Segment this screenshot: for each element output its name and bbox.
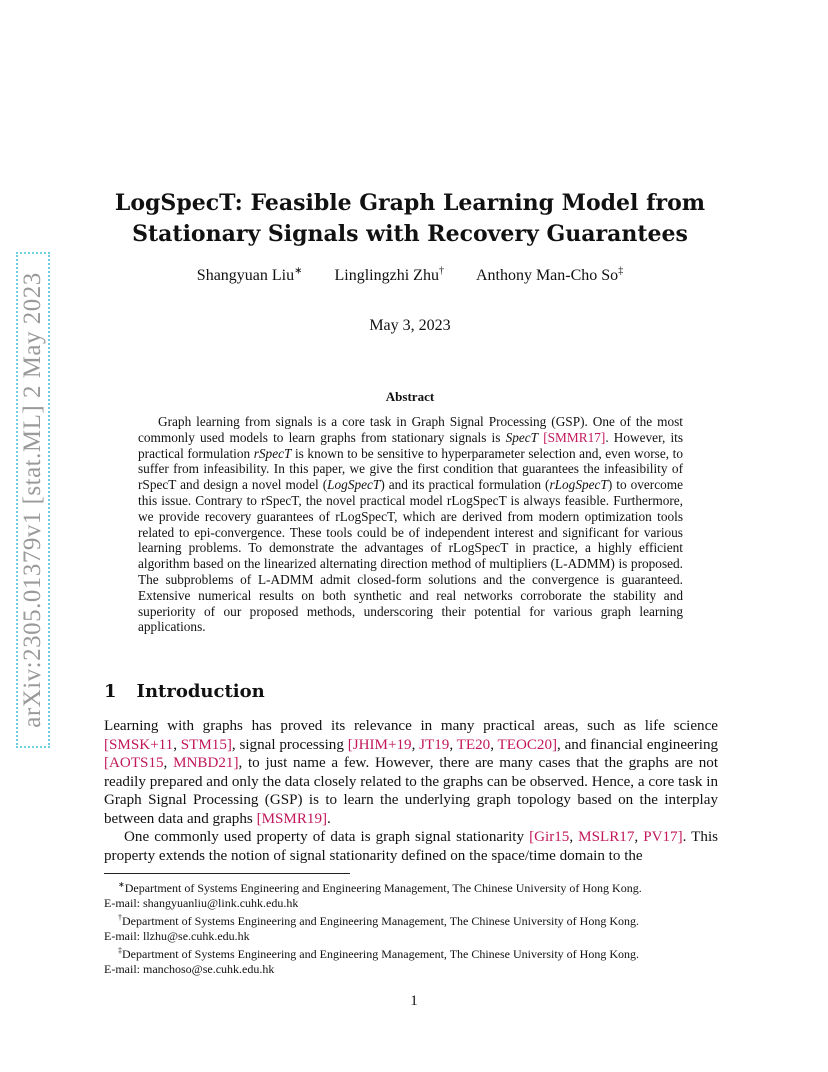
footnote-email[interactable]: E-mail: llzhu@se.cuhk.edu.hk [104,928,250,943]
footnote-3 [104,944,718,976]
footnote-email[interactable]: E-mail: shangyuanliu@link.cuhk.edu.hk [104,895,299,910]
paragraph-text: , [634,829,644,845]
section-title: Introduction [136,681,265,702]
footnote-affiliation: Department of Systems Engineering and Engineering Management, The Chinese University of Hong Kong. [124,881,642,895]
page-number: 1 [410,993,418,1009]
author-name: Shangyuan Liu [196,267,295,285]
paragraph-text: , [490,736,498,753]
citation-link[interactable]: [MSMR19] [256,810,328,827]
citation-link[interactable]: MSLR17 [578,829,635,845]
author-3 [476,267,623,284]
paragraph-text: Learning with graphs has proved its relevance in many practical areas, such as life science [104,718,718,734]
paragraph-text: , and financial engineering [557,736,719,753]
citation-link[interactable]: PV17] [643,829,683,845]
author-list [90,266,730,285]
abstract-text-span: . However, its practical formulation [138,429,684,461]
author-name: Linglingzhi Zhu [334,267,439,285]
paragraph-text: , signal processing [231,736,348,753]
section-number: 1 [104,681,117,702]
citation-link[interactable]: [SMSK+11 [104,736,174,753]
author-2 [335,267,444,284]
paper-title [90,188,730,250]
footnote-email[interactable]: E-mail: manchoso@se.cuhk.edu.hk [104,961,275,976]
paragraph-text: , [173,736,181,753]
arxiv-identifier-stamp [16,252,50,748]
arxiv-identifier-text: arXiv:2305.01379v1 [stat.ML] 2 May 2023 [19,272,46,728]
footnote-mark: ‡ [118,946,122,955]
title-line-1: LogSpecT: Feasible Graph Learning Model from [114,190,706,216]
model-name-rspecT: rSpecT [253,445,292,461]
citation-link[interactable]: JT19 [419,736,450,753]
author-1 [197,267,303,284]
model-name-logspecT: LogSpecT [327,477,381,493]
model-name-specT: SpecT [505,429,539,445]
abstract-text [138,414,683,635]
abstract-text-span: is known to be sensitive to hyperparameter selection and, even worse, to suffer from infeasibility. In this paper, we give the first condition that guarantees the infeasibility of rSpecT and design a novel model ( [138,445,683,493]
footnote-mark: ∗ [118,880,125,889]
author-name: Anthony Man-Cho So [475,267,619,285]
paragraph-text: , [163,755,174,772]
citation-link[interactable]: TE20 [456,736,491,753]
citation-link[interactable]: TEOC20] [497,736,558,753]
title-line-2: Stationary Signals with Recovery Guarantees [132,221,688,247]
paragraph-text: One commonly used property of data is graph signal stationarity [124,829,530,845]
abstract-text-span: ) to overcome this issue. Contrary to rSpecT, the novel practical model rLogSpecT is always feasible. Furthermore, we provide recovery guarantees of rLogSpecT, which are derived from modern optimization tools related to epi-convergence. These tools could be of independent interest and significant for various learning problems. To demonstrate the advantages of rLogSpecT in practice, a highly efficient algorithm based on the linearized alternating direction method of multipliers (L-ADMM) is proposed. The subproblems of L-ADMM admit closed-form solutions and the convergence is guaranteed. Extensive numerical results on both synthetic and real networks corroborate the stability and superiority of our proposed methods, underscoring their potential for various graph learning applications. [138,477,684,635]
footnote-2 [104,911,718,943]
section-heading-introduction [104,681,265,702]
footnote-mark: † [118,913,122,922]
citation-link[interactable]: [Gir15 [529,829,570,845]
abstract-heading: Abstract [385,389,435,404]
paragraph-text: , [411,736,420,753]
paragraph-text: . [327,810,331,827]
footnotes [104,878,718,977]
footnote-affiliation: Department of Systems Engineering and Engineering Management, The Chinese University of Hong Kong. [122,947,639,961]
citation-link[interactable]: [JHIM+19 [347,736,412,753]
model-name-rlogspecT: rLogSpecT [549,477,608,493]
footnote-affiliation: Department of Systems Engineering and Engineering Management, The Chinese University of Hong Kong. [122,914,639,928]
footnote-1 [104,878,718,910]
citation-link[interactable]: [AOTS15 [104,755,164,772]
paragraph-text: , [449,736,457,753]
intro-paragraph-1 [104,717,718,829]
author-footnote-mark[interactable]: † [438,266,444,277]
abstract-text-span: ) and its practical formulation ( [380,477,550,493]
paragraph-text: , to just name a few. However, there are many cases that the graphs are not readily prepared and only the data closely related to the graphs can be observed. Hence, a core task in Graph Signal Processing (GSP) is to learn the underlying graph topology based on the interplay between data and graphs [104,755,719,827]
paragraph-text: . This property extends the notion of signal stationarity defined on the space/time domain to the [104,829,719,864]
intro-paragraph-2 [104,828,718,865]
abstract-text-span: Graph learning from signals is a core task in Graph Signal Processing (GSP). One of the most commonly used models to learn graphs from stationary signals is [138,414,683,445]
citation-link[interactable]: [SMMR17] [543,429,606,445]
paragraph-text: , [569,829,579,845]
citation-link[interactable]: STM15] [180,736,232,753]
citation-link[interactable]: MNBD21] [173,755,239,772]
author-footnote-mark[interactable]: ‡ [618,266,624,277]
paper-date: May 3, 2023 [369,317,451,334]
author-footnote-mark[interactable]: ∗ [294,266,303,277]
footnote-divider [104,873,350,874]
